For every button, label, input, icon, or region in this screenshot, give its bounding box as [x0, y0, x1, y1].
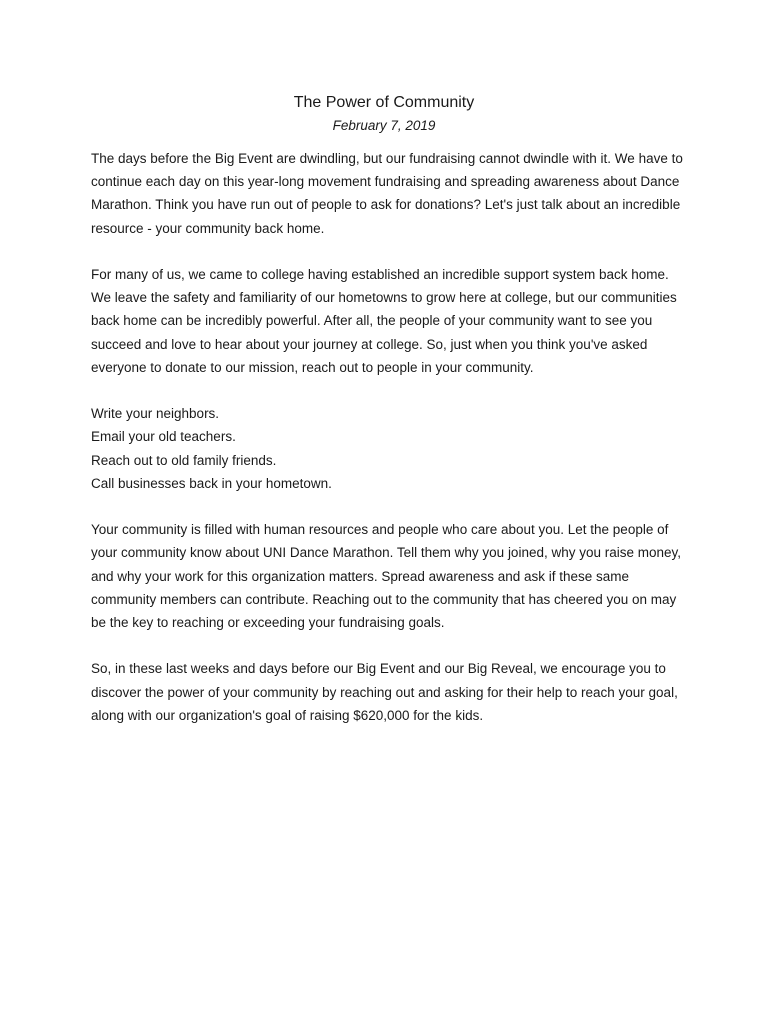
action-list	[91, 402, 691, 495]
action-line: Write your neighbors.	[91, 406, 220, 422]
paragraph-intro: The days before the Big Event are dwindling, but our fundraising cannot dwindle with it. We have to continue each day on this year-long movement fundraising and spreading awareness about Dance Marathon. Think you have run out of people to ask for donations? Let's just talk about an incredible resource - your community back home.	[91, 151, 683, 236]
paragraph-human-resources: Your community is filled with human resources and people who care about you. Let the people of your community know about UNI Dance Marathon. Tell them why you joined, why you raise money, and why your work for this organization matters. Spread awareness and ask if these same community members can contribute. Reaching out to the community that has cheered you on may be the key to reaching or exceeding your fundraising goals.	[91, 522, 682, 631]
page-title: The Power of Community	[293, 94, 475, 111]
action-line: Reach out to old family friends.	[91, 452, 277, 468]
paragraph-closing: So, in these last weeks and days before our Big Event and our Big Reveal, we encourage you to discover the power of your community by reaching out and asking for their help to reach your goal, along with our organization's goal of raising $620,000 for the kids.	[91, 661, 678, 723]
action-line: Email your old teachers.	[91, 429, 236, 445]
action-line: Call businesses back in your hometown.	[91, 475, 332, 491]
document-body	[91, 147, 691, 750]
paragraph-support-system: For many of us, we came to college having established an incredible support system back home. We leave the safety and familiarity of our hometowns to grow here at college, but our communities back home can be incredibly powerful. After all, the people of your community want to see you succeed and love to hear about your journey at college. So, just when you think you've asked everyone to donate to our mission, reach out to people in your community.	[91, 267, 677, 375]
document-date: February 7, 2019	[332, 118, 436, 133]
